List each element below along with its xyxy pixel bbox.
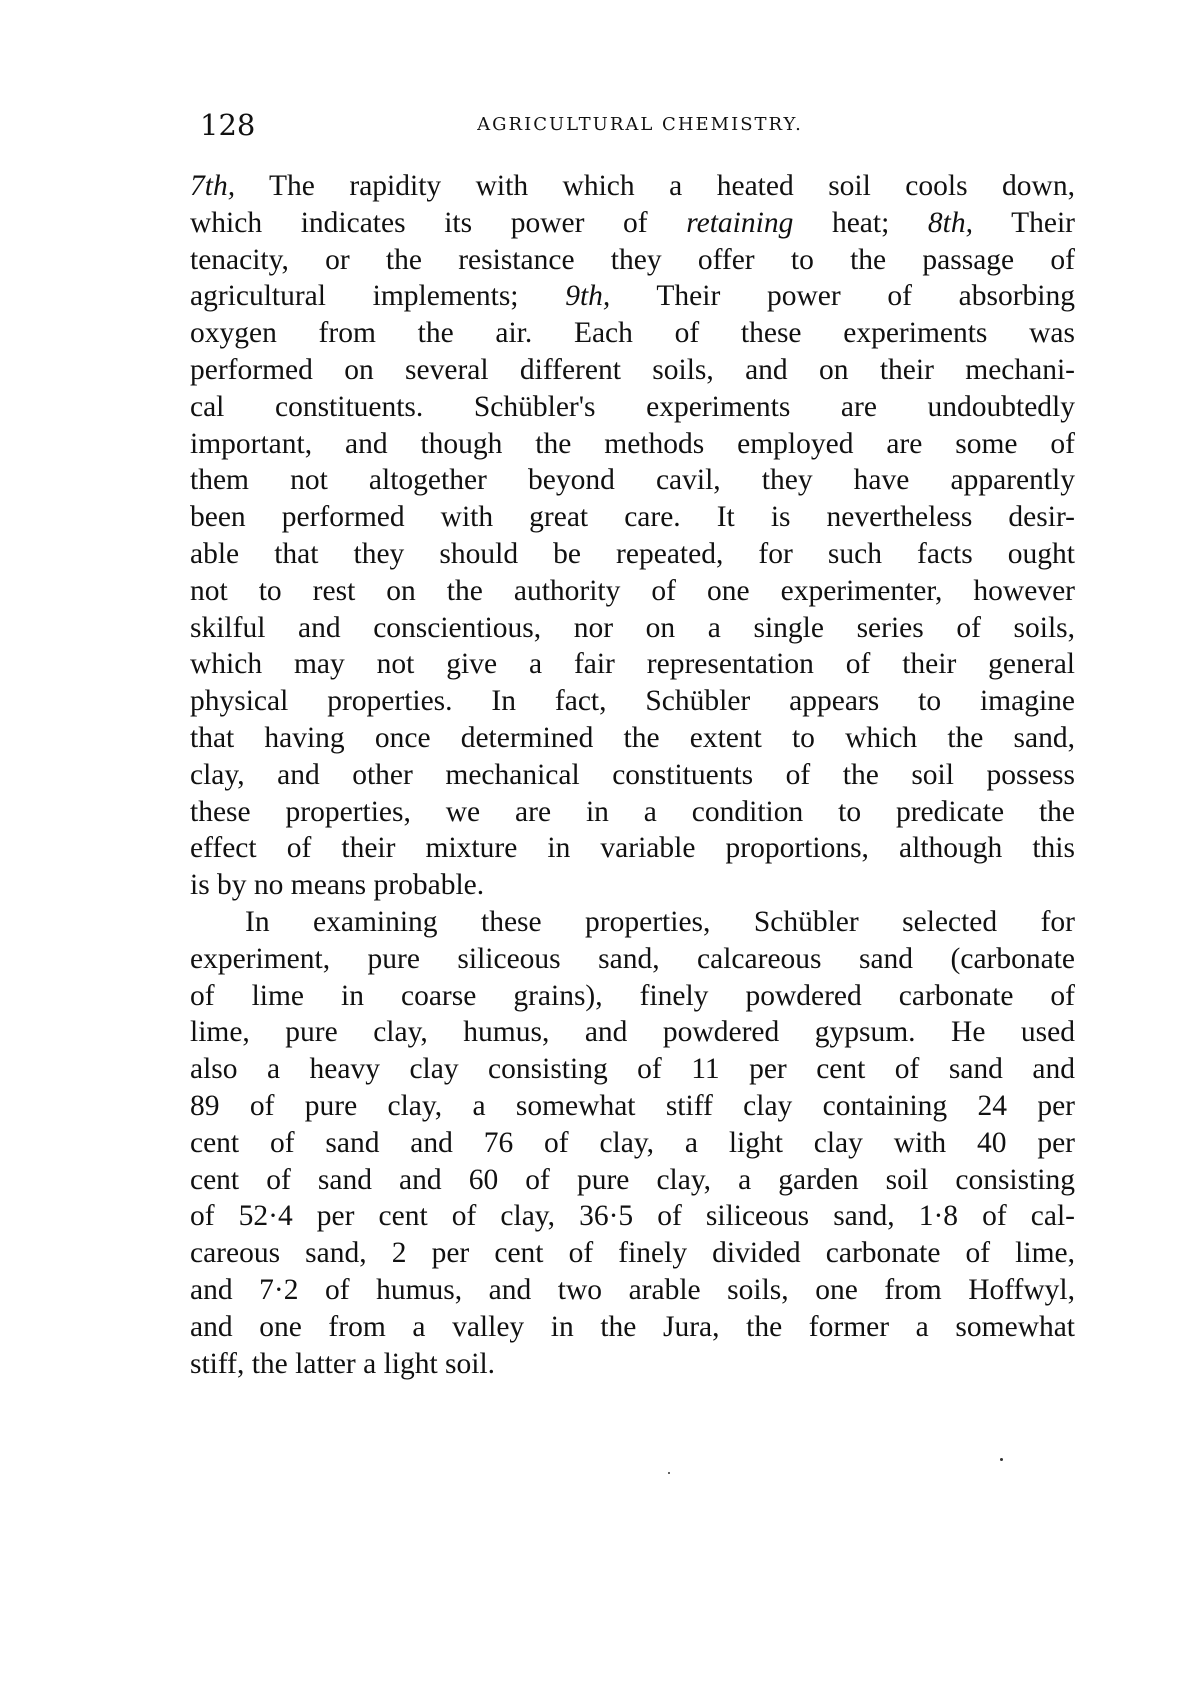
text-line: tenacity, or the resistance they offer to the passage of: [190, 243, 1075, 276]
body-text: [190, 168, 1075, 1382]
text-line: effect of their mixture in variable proportions, although this: [190, 832, 1075, 865]
text-line: and one from a valley in the Jura, the former a somewhat: [190, 1310, 1075, 1343]
text-line: that having once determined the extent to which the sand,: [190, 721, 1075, 754]
paragraph-2: [190, 904, 1075, 1382]
scan-speck: [1000, 1458, 1003, 1461]
scan-speck: [668, 1472, 670, 1474]
text-line: also a heavy clay consisting of 11 per cent of sand and: [190, 1053, 1075, 1086]
text-line: 89 of pure clay, a somewhat stiff clay containing 24 per: [190, 1089, 1075, 1122]
text-line: cal constituents. Schübler's experiments are undoubtedly: [190, 390, 1075, 423]
text-line: performed on several different soils, and on their mechani-: [190, 353, 1075, 386]
text-line: not to rest on the authority of one experimenter, however: [190, 574, 1075, 607]
text-line: and 7·2 of humus, and two arable soils, one from Hoffwyl,: [190, 1273, 1075, 1306]
text-line: of 52·4 per cent of clay, 36·5 of siliceous sand, 1·8 of cal-: [190, 1200, 1075, 1233]
text-line: stiff, the latter a light soil.: [190, 1347, 496, 1380]
text-line: these properties, we are in a condition to predicate the: [190, 795, 1075, 828]
text-line: them not altogether beyond cavil, they have apparently: [190, 464, 1075, 497]
text-line: experiment, pure siliceous sand, calcareous sand (carbonate: [190, 942, 1075, 975]
page-header: [200, 108, 1080, 148]
text-line: which may not give a fair representation of their general: [190, 648, 1075, 681]
text-line: important, and though the methods employed are some of: [190, 427, 1075, 460]
text-line: lime, pure clay, humus, and powdered gypsum. He used: [190, 1016, 1075, 1049]
text-line: careous sand, 2 per cent of finely divided carbonate of lime,: [190, 1237, 1075, 1270]
text-line: which indicates its power of retaining heat; 8th, Their: [190, 206, 1075, 239]
text-line: been performed with great care. It is nevertheless desir-: [190, 501, 1075, 534]
text-line: In examining these properties, Schübler selected for: [245, 905, 1075, 938]
text-line: is by no means probable.: [190, 869, 485, 902]
text-line: physical properties. In fact, Schübler appears to imagine: [190, 685, 1075, 718]
text-line: of lime in coarse grains), finely powdered carbonate of: [190, 979, 1075, 1012]
text-line: cent of sand and 76 of clay, a light clay with 40 per: [190, 1126, 1075, 1159]
page-number: 128: [200, 108, 256, 142]
text-line: 7th, The rapidity with which a heated soil cools down,: [190, 170, 1075, 202]
paragraph-1: [190, 168, 1075, 904]
text-line: able that they should be repeated, for such facts ought: [190, 537, 1075, 570]
running-head: AGRICULTURAL CHEMISTRY.: [477, 114, 803, 135]
text-line: agricultural implements; 9th, Their power of absorbing: [190, 280, 1075, 313]
text-line: clay, and other mechanical constituents of the soil possess: [190, 758, 1075, 791]
text-line: cent of sand and 60 of pure clay, a garden soil consisting: [190, 1163, 1075, 1196]
text-line: skilful and conscientious, nor on a single series of soils,: [190, 611, 1075, 644]
text-line: oxygen from the air. Each of these experiments was: [190, 317, 1075, 350]
